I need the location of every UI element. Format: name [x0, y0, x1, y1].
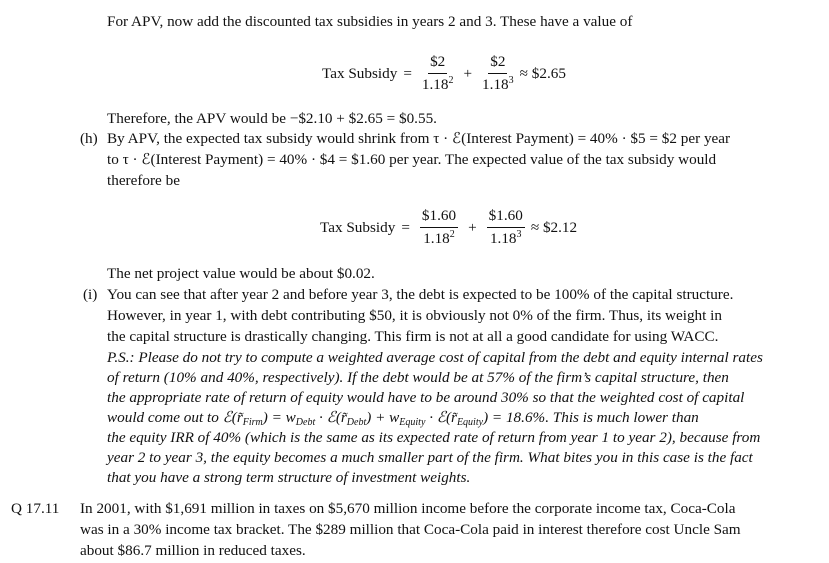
- fraction-year2: [422, 53, 454, 94]
- apv-result-text: Therefore, the APV would be −$2.10 + $2.65 = $0.55.: [107, 110, 437, 127]
- q-line-3: about $86.7 million in reduced taxes.: [80, 542, 306, 559]
- equals-sign: =: [403, 64, 412, 82]
- ps-line-5: the equity IRR of 40% (which is the same as its expected rate of return from year 1 to year 2), because from: [107, 429, 761, 446]
- plus-sign: +: [468, 218, 477, 236]
- fraction-year3: [487, 207, 525, 248]
- equation-result: ≈ $2.12: [530, 218, 578, 236]
- item-h-line-3: therefore be: [107, 172, 180, 189]
- equation-label: Tax Subsidy: [322, 64, 398, 82]
- fraction-year2: [420, 207, 458, 248]
- numerator: $2: [488, 53, 507, 74]
- ps-line-6: year 2 to year 3, the equity becomes a much smaller part of the firm. What bites you in this case is the fact: [107, 449, 753, 466]
- item-i-line-2: However, in year 1, with debt contributing $50, it is obviously not 0% of the firm. Thus, its weight in: [107, 307, 722, 324]
- tax-subsidy-equation-2: [320, 207, 577, 248]
- item-i-line-1: You can see that after year 2 and before year 3, the debt is expected to be 100% of the capital structure.: [107, 286, 734, 303]
- ps-line-4: would come out to $ℰ(r̃_{Firm}) = w_{Debt}$ · $ℰ(r̃_{Debt}) + w_{Equity}$ · $ℰ(r̃_{Equity}) = 18.6\%$. This is much lower than: [107, 409, 699, 428]
- numerator: $1.60: [487, 207, 525, 228]
- item-h-line-2: to τ · ℰ(Interest Payment) = 40% · $4 = $1.60 per year. The expected value of the tax subsidy would: [107, 151, 717, 168]
- apv-intro-text: For APV, now add the discounted tax subsidies in years 2 and 3. These have a value of: [107, 13, 633, 30]
- net-project-value-text: The net project value would be about $0.02.: [107, 265, 375, 282]
- ps-line-1: P.S.: Please do not try to compute a weighted average cost of capital from the debt and equity internal rates: [107, 349, 763, 366]
- plus-sign: +: [463, 64, 473, 82]
- item-i-label: (i): [83, 286, 98, 303]
- denominator: 1.18$^3$: [489, 229, 522, 247]
- q-line-2: was in a 30% income tax bracket. The $289 million that Coca-Cola paid in interest therefore cost Uncle Sam: [80, 521, 741, 538]
- equals-sign: =: [401, 218, 410, 236]
- equation-label: Tax Subsidy: [320, 218, 396, 236]
- ps-line-2: of return (10% and 40%, respectively). If the debt would be at 57% of the firm’s capital structure, then: [107, 369, 729, 386]
- item-h-line-1: By APV, the expected tax subsidy would shrink from τ · ℰ(Interest Payment) = 40% · $5 = $2 per year: [107, 130, 731, 147]
- question-number: Q 17.11: [11, 500, 60, 517]
- fraction-year3: [482, 53, 514, 94]
- ps-line-3: the appropriate rate of return of equity would have to be around 30% so that the weighted cost of capital: [107, 389, 745, 406]
- equation-result: ≈ $2.65: [519, 64, 566, 82]
- ps-line-7: that you have a strong term structure of investment weights.: [107, 469, 471, 486]
- item-h-label: (h): [80, 130, 98, 147]
- denominator: 1.18$^2$: [423, 229, 455, 247]
- q-line-1: In 2001, with $1,691 million in taxes on $5,670 million income before the corporate income tax, Coca-Cola: [80, 500, 736, 517]
- item-i-line-3: the capital structure is drastically changing. This firm is not at all a good candidate for using WACC.: [107, 328, 719, 345]
- denominator: 1.18$^2$: [421, 75, 454, 93]
- numerator: $2: [428, 53, 447, 74]
- tax-subsidy-equation-1: [322, 53, 566, 94]
- denominator: 1.18$^3$: [482, 75, 514, 93]
- numerator: $1.60: [420, 207, 458, 228]
